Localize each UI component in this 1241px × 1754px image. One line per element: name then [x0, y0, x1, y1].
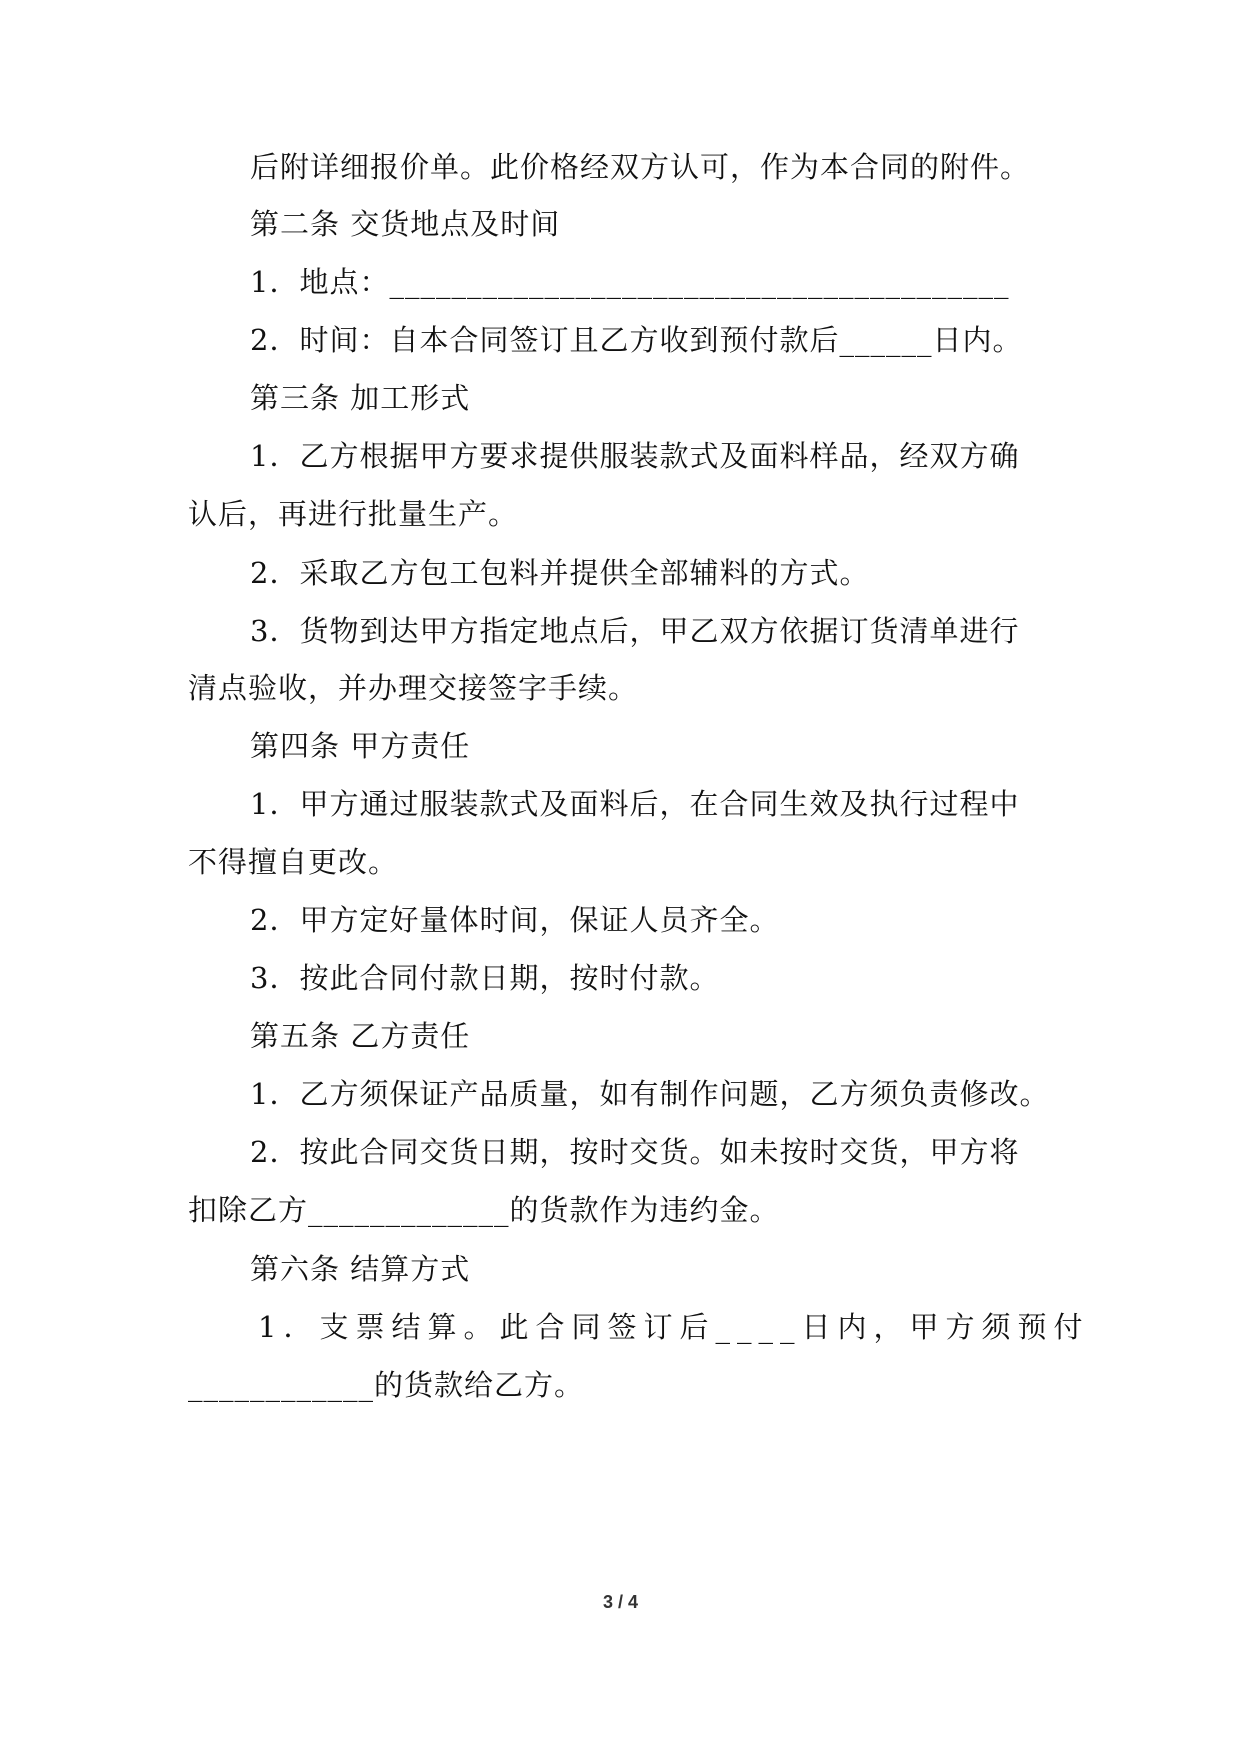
text-line: 1．支票结算。此合同签订后____日内，甲方须预付	[258, 1310, 1090, 1344]
text-line: 3．货物到达甲方指定地点后，甲乙双方依据订货清单进行	[250, 614, 1020, 648]
section-heading: 第四条 甲方责任	[250, 729, 471, 763]
text-line: 1．地点：________________________________________	[250, 265, 1010, 299]
section-heading: 第二条 交货地点及时间	[250, 207, 561, 241]
text-line: ____________的货款给乙方。	[188, 1368, 585, 1402]
text-line: 不得擅自更改。	[188, 845, 399, 879]
text-line: 清点验收，并办理交接签字手续。	[188, 671, 639, 705]
text-line: 3．按此合同付款日期，按时付款。	[250, 961, 720, 995]
page-number: 3 / 4	[602, 1592, 639, 1612]
section-heading: 第五条 乙方责任	[250, 1019, 471, 1053]
text-line: 1．乙方根据甲方要求提供服装款式及面料样品，经双方确	[250, 439, 1020, 473]
text-line: 2．按此合同交货日期，按时交货。如未按时交货，甲方将	[250, 1135, 1020, 1169]
text-line: 1．乙方须保证产品质量，如有制作问题，乙方须负责修改。	[250, 1077, 1050, 1111]
text-line: 后附详细报价单。此价格经双方认可，作为本合同的附件。	[250, 150, 1031, 184]
section-heading: 第三条 加工形式	[250, 381, 471, 415]
text-line: 2．时间：自本合同签订且乙方收到预付款后______日内。	[250, 323, 1023, 357]
text-line: 2．采取乙方包工包料并提供全部辅料的方式。	[250, 556, 870, 590]
text-line: 2．甲方定好量体时间，保证人员齐全。	[250, 903, 780, 937]
text-line: 扣除乙方_____________的货款作为违约金。	[188, 1193, 780, 1227]
text-line: 1．甲方通过服装款式及面料后，在合同生效及执行过程中	[250, 787, 1020, 821]
text-line: 认后，再进行批量生产。	[188, 497, 519, 531]
section-heading: 第六条 结算方式	[250, 1252, 471, 1286]
